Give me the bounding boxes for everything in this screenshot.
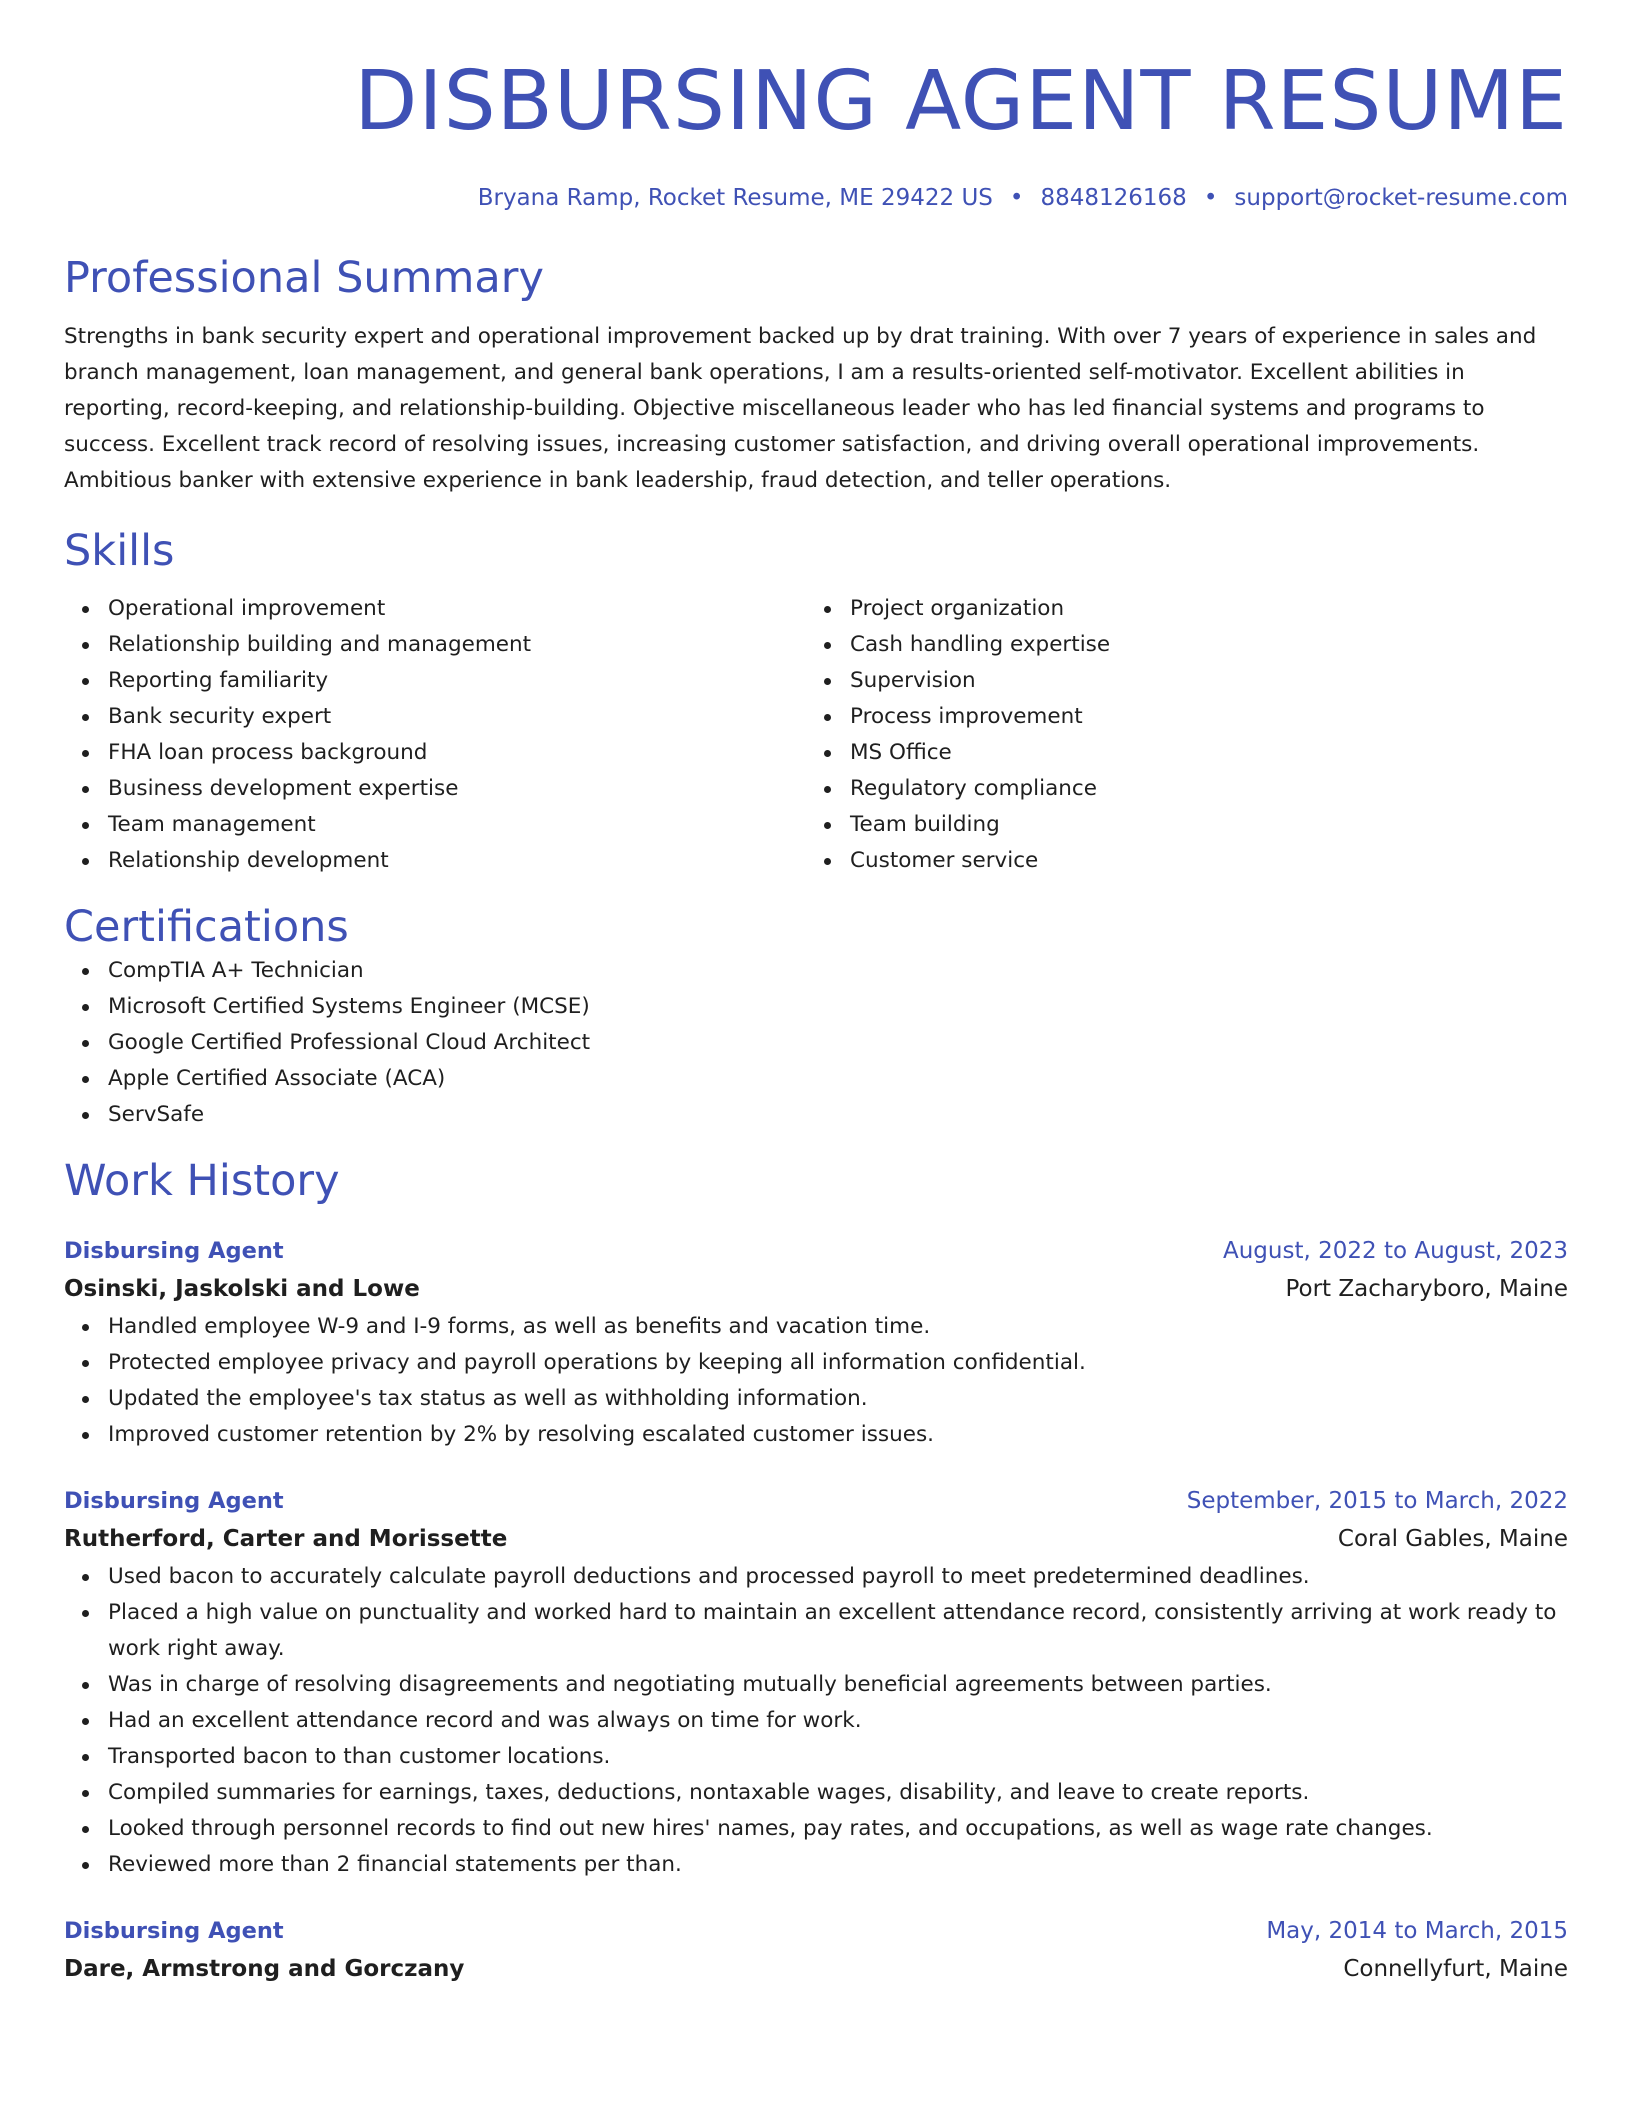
job-header-row [64,1233,1568,1269]
job-bullet: Looked through personnel records to find out new hires' names, pay rates, and occupations, as well as wage rate changes. [108,1811,1568,1847]
skill-item: Process improvement [850,699,1548,735]
job-bullets [64,1309,1568,1453]
job-bullet: Transported bacon to than customer locations. [108,1739,1568,1775]
skill-item: Business development expertise [108,771,806,807]
job-bullet: Protected employee privacy and payroll operations by keeping all information confidential. [108,1345,1568,1381]
summary-section [64,252,1568,499]
job-bullet: Updated the employee's tax status as well as withholding information. [108,1381,1568,1417]
job-employer-row [64,1269,1568,1309]
skill-item: Reporting familiarity [108,663,806,699]
job-location: Port Zacharyboro, Maine [1285,1276,1568,1302]
skill-item: Regulatory compliance [850,771,1548,807]
skills-list-left [64,591,806,879]
summary-text: Strengths in bank security expert and operational improvement backed up by drat training. With over 7 years of experience in sales and branch management, loan management, and general bank operations, I am a results-oriented self-motivator. Excellent abilities in reporting, record-keeping, and relationship-building. Objective miscellaneous leader who has led financial systems and programs to success. Excellent track record of resolving issues, increasing customer satisfaction, and driving overall operational improvements. Ambitious banker with extensive experience in bank leadership, fraud detection, and teller operations. [64,324,1537,493]
job-employer-row [64,1949,1568,1989]
certification-item: Google Certified Professional Cloud Architect [108,1025,1568,1061]
skills-list-right [806,591,1548,879]
contact-email[interactable]: support@rocket-resume.com [1234,185,1568,211]
job-location: Connellyfurt, Maine [1343,1956,1568,1982]
certifications-list [64,953,1568,1133]
job-bullet: Had an excellent attendance record and was always on time for work. [108,1703,1568,1739]
skill-item: Bank security expert [108,699,806,735]
job-company: Dare, Armstrong and Gorczany [64,1956,465,1982]
skill-item: Team building [850,807,1548,843]
certifications-section [64,901,1568,1133]
job-bullet: Handled employee W-9 and I-9 forms, as well as benefits and vacation time. [108,1309,1568,1345]
skill-item: Relationship development [108,843,806,879]
contact-address: Bryana Ramp, Rocket Resume, ME 29422 US [477,185,993,211]
job-bullet: Reviewed more than 2 financial statements per than. [108,1847,1568,1883]
job-bullet: Used bacon to accurately calculate payroll deductions and processed payroll to meet predetermined deadlines. [108,1559,1568,1595]
job-title: Disbursing Agent [64,1918,284,1944]
certification-item: ServSafe [108,1097,1568,1133]
work-history-section [64,1155,1568,1989]
job-bullet: Improved customer retention by 2% by resolving escalated customer issues. [108,1417,1568,1453]
job-dates: August, 2022 to August, 2023 [1223,1238,1568,1264]
job-title: Disbursing Agent [64,1238,284,1264]
skills-section [64,525,1568,879]
job-header-row [64,1483,1568,1519]
job-title: Disbursing Agent [64,1488,284,1514]
job-bullets [64,1559,1568,1883]
work-history-heading: Work History [64,1156,340,1206]
job-company: Osinski, Jaskolski and Lowe [64,1276,420,1302]
skills-column-right [806,591,1548,879]
contact-phone: 8848126168 [1040,185,1187,211]
job-employer-row [64,1519,1568,1559]
job-bullet: Placed a high value on punctuality and worked hard to maintain an excellent attendance record, consistently arriving at work ready to work right away. [108,1595,1568,1667]
job-location: Coral Gables, Maine [1337,1526,1568,1552]
job-company: Rutherford, Carter and Morissette [64,1526,508,1552]
contact-line [64,182,1568,214]
contact-separator: • [1203,185,1218,211]
skill-item: Cash handling expertise [850,627,1548,663]
skill-item: Operational improvement [108,591,806,627]
job-dates: May, 2014 to March, 2015 [1266,1918,1568,1944]
job-bullet: Compiled summaries for earnings, taxes, deductions, nontaxable wages, disability, and leave to create reports. [108,1775,1568,1811]
job-entry [64,1483,1568,1883]
summary-heading: Professional Summary [64,253,544,303]
certification-item: Microsoft Certified Systems Engineer (MCSE) [108,989,1568,1025]
certification-item: Apple Certified Associate (ACA) [108,1061,1568,1097]
contact-separator: • [1009,185,1024,211]
certification-item: CompTIA A+ Technician [108,953,1568,989]
skill-item: Supervision [850,663,1548,699]
certifications-heading: Certifications [64,902,349,952]
resume-title: DISBURSING AGENT RESUME [354,54,1568,149]
job-entry [64,1233,1568,1453]
skills-heading: Skills [64,526,175,576]
skill-item: Relationship building and management [108,627,806,663]
skills-column-left [64,591,806,879]
job-dates: September, 2015 to March, 2022 [1186,1488,1568,1514]
skill-item: Project organization [850,591,1548,627]
skills-grid [64,591,1568,879]
job-entry [64,1913,1568,1989]
skill-item: Team management [108,807,806,843]
skill-item: Customer service [850,843,1548,879]
skill-item: FHA loan process background [108,735,806,771]
skill-item: MS Office [850,735,1548,771]
job-bullet: Was in charge of resolving disagreements and negotiating mutually beneficial agreements between parties. [108,1667,1568,1703]
job-header-row [64,1913,1568,1949]
